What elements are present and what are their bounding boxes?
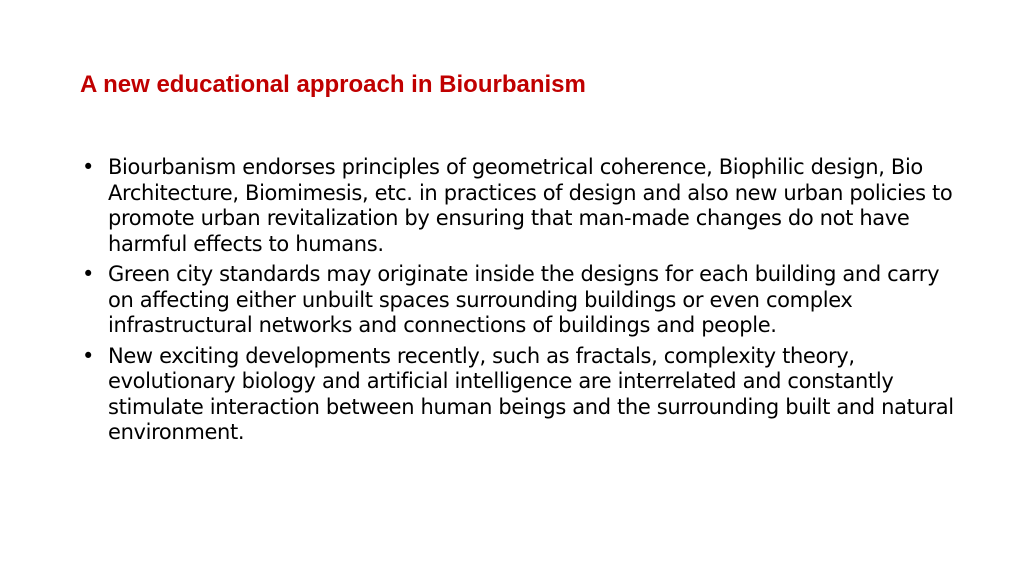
bullet-marker: • <box>82 262 95 286</box>
bullet-text: Biourbanism endorses principles of geometrical coherence, Biophilic design, Bio Architecture, Biomimesis, etc. in practices of design and also new urban policies to promote urban revitalization by ensuring that man-made changes do not have harmful effects to humans. <box>108 155 953 256</box>
bullet-text: Green city standards may originate inside the designs for each building and carry on affecting either unbuilt spaces surrounding buildings or even complex infrastructural networks and connections of buildings and people. <box>108 262 940 337</box>
bullet-marker: • <box>82 343 95 368</box>
bullet-text: New exciting developments recently, such as fractals, complexity theory, evolutionary biology and artificial intelligence are interrelated and constantly stimulate interaction between human beings and the surrounding built and natural environment. <box>108 343 954 444</box>
bullet-item <box>80 155 960 257</box>
bullet-item <box>80 344 960 446</box>
bullet-list <box>80 155 960 451</box>
bullet-marker: • <box>82 155 95 179</box>
slide-title: A new educational approach in Biourbanism <box>80 71 586 98</box>
bullet-item <box>80 262 960 339</box>
